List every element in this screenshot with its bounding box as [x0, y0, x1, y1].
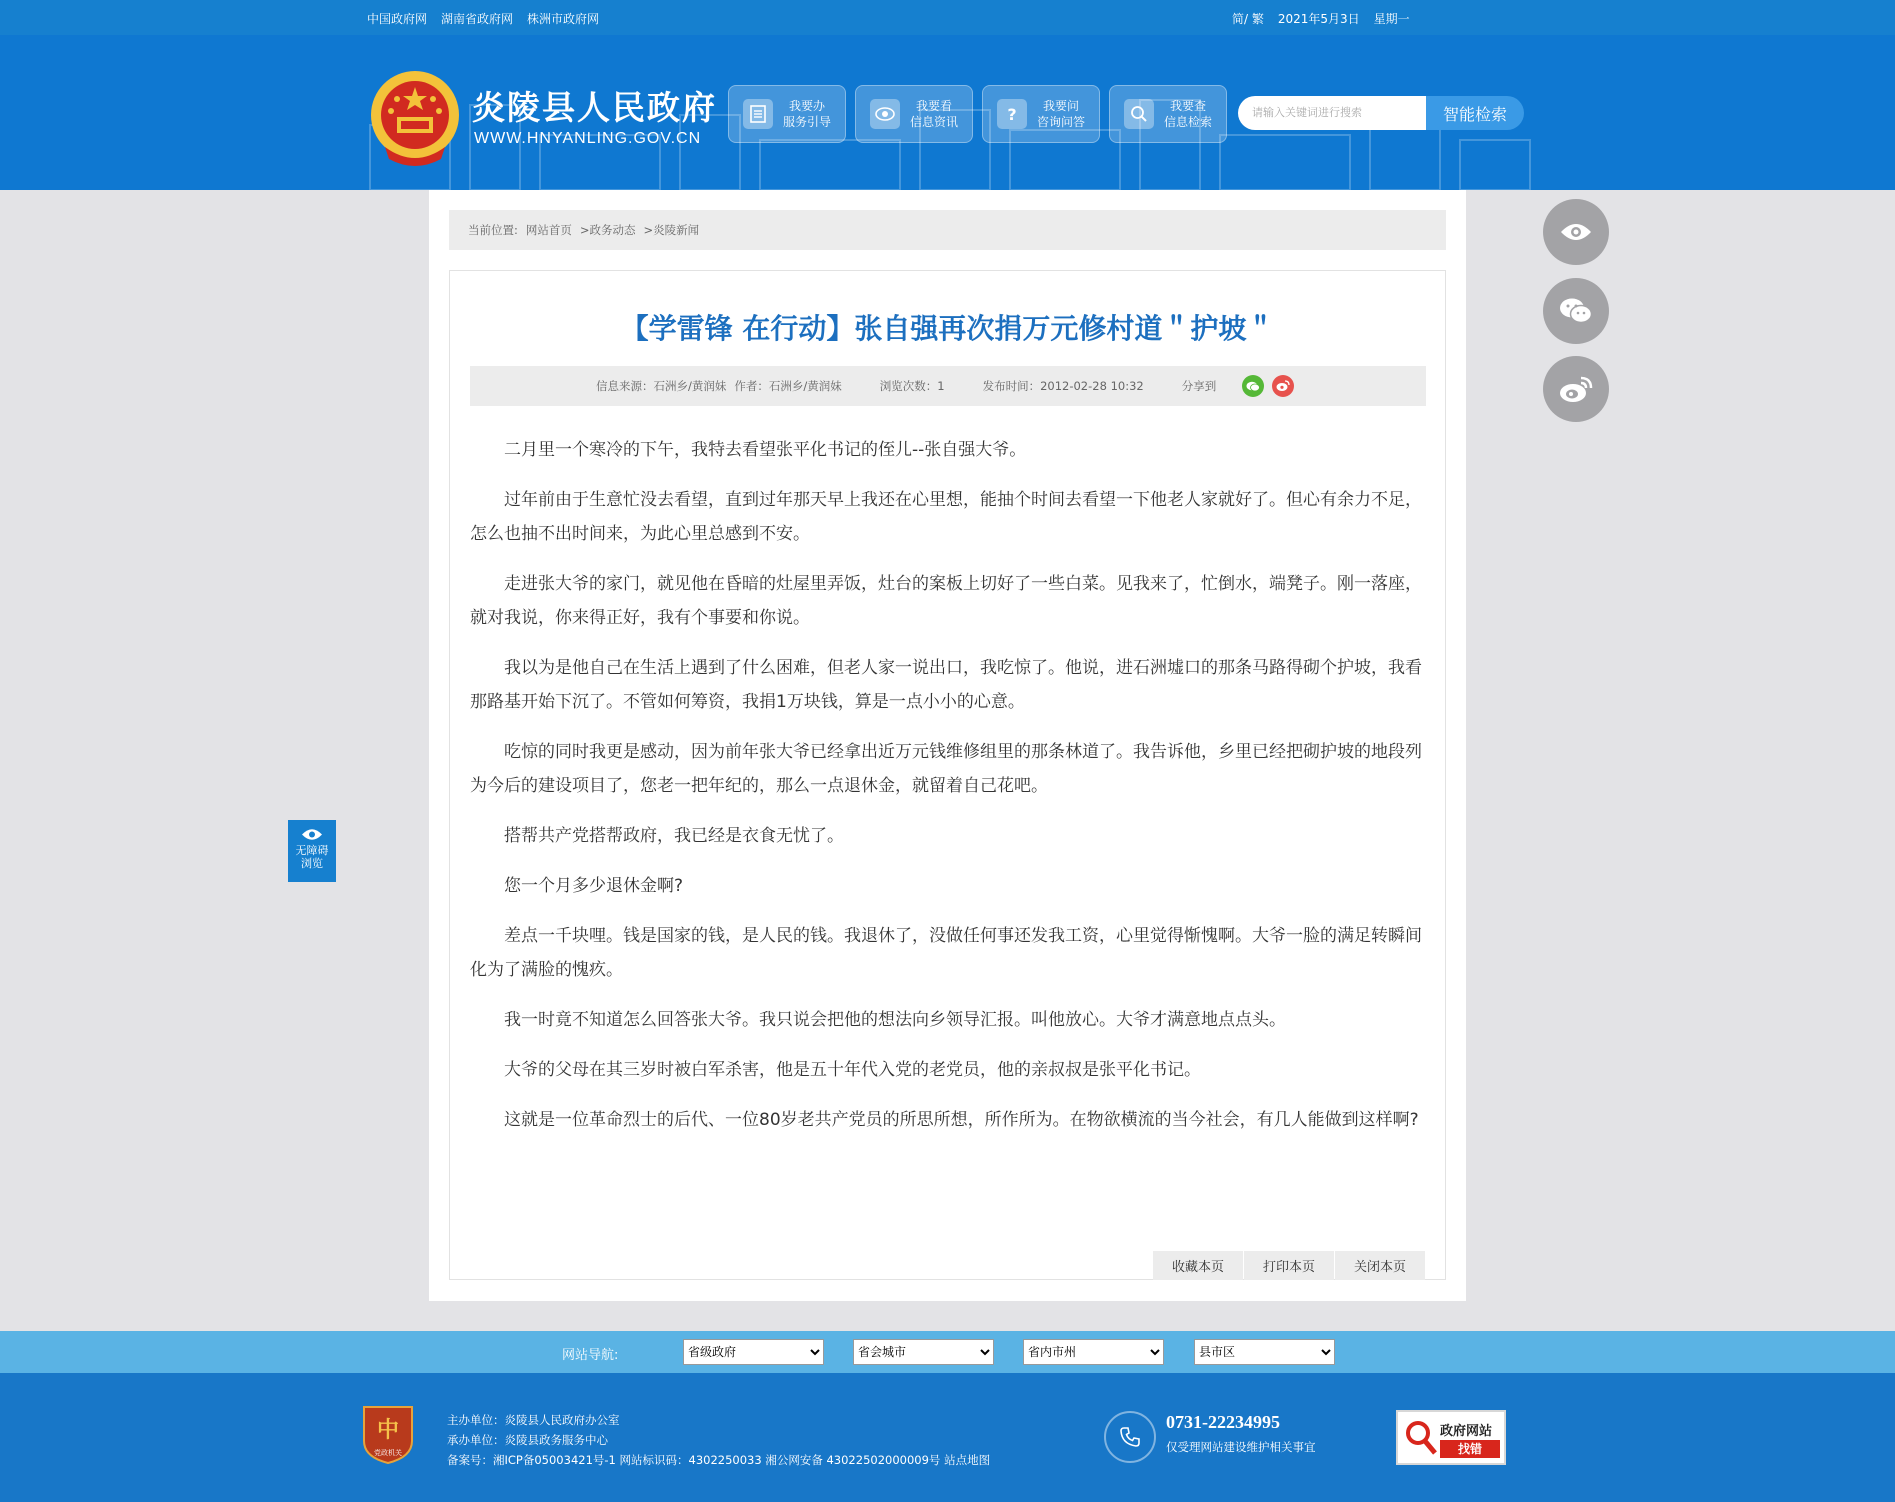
service-search-line2: 信息检索 — [1164, 115, 1213, 129]
article-paragraph: 搭帮共产党搭帮政府，我已经是衣食无忧了。 — [504, 826, 844, 846]
footer-phone-note: 仅受理网站建设维护相关事宜 — [1166, 1440, 1316, 1454]
footer-nav-label: 网站导航: — [562, 1348, 619, 1363]
eye-icon — [1560, 222, 1592, 242]
print-page-button[interactable]: 打印本页 — [1244, 1251, 1334, 1280]
footer-info — [447, 1410, 990, 1470]
link-zhuzhou-gov[interactable]: 株洲市政府网 — [527, 12, 600, 26]
date-text: 2021年5月3日 — [1277, 12, 1360, 26]
share-weibo-icon[interactable] — [1272, 375, 1294, 397]
service-search-line1: 我要查 — [1170, 99, 1207, 113]
select-provincial-gov[interactable] — [683, 1339, 824, 1365]
article-actions — [1152, 1251, 1425, 1280]
content-panel — [429, 190, 1466, 1301]
site-url: WWW.HNYANLING.GOV.CN — [474, 130, 702, 147]
accessibility-button[interactable] — [288, 820, 336, 882]
close-page-button[interactable]: 关闭本页 — [1335, 1251, 1425, 1280]
service-view-line1: 我要看 — [916, 99, 953, 113]
service-do-button[interactable] — [728, 85, 846, 143]
document-icon — [743, 99, 773, 129]
article-paragraph: 这就是一位革命烈士的后代、一位80岁老共产党员的所思所想，所作所为。在物欲横流的当今社会，有几人能做到这样啊? — [504, 1110, 1419, 1130]
breadcrumb — [449, 210, 1446, 250]
service-view-line2: 信息资讯 — [910, 115, 959, 129]
gov-error-line2: 找错 — [1440, 1440, 1500, 1458]
weibo-icon — [1559, 375, 1593, 403]
gov-error-line1: 政府网站 — [1440, 1424, 1493, 1439]
article-meta — [470, 366, 1426, 406]
breadcrumb-news-policy[interactable]: >政务动态 — [579, 223, 636, 237]
article-paragraph: 大爷的父母在其三岁时被白军杀害，他是五十年代入党的老党员，他的亲叔叔是张平化书记。 — [504, 1060, 1201, 1080]
accessibility-line1: 无障碍 — [295, 844, 329, 857]
bookmark-page-button[interactable]: 收藏本页 — [1153, 1251, 1243, 1280]
share-label: 分享到 — [1181, 379, 1217, 393]
footer-sponsor: 主办单位：炎陵县人民政府办公室 — [447, 1413, 620, 1427]
breadcrumb-home[interactable]: 网站首页 — [525, 223, 572, 237]
top-bar — [0, 0, 1895, 35]
footer-phone: 0731-22234995 — [1166, 1412, 1280, 1432]
meta-source: 信息来源：石洲乡/黄润妹 — [596, 379, 727, 393]
question-icon: ? — [997, 99, 1027, 129]
eye-icon — [870, 99, 900, 129]
select-counties[interactable] — [1194, 1339, 1335, 1365]
article-paragraph: 二月里一个寒冷的下午，我特去看望张平化书记的侄儿--张自强大爷。 — [504, 440, 1027, 460]
meta-author: 作者：石洲乡/黄润妹 — [734, 379, 842, 393]
party-gov-badge-icon[interactable] — [360, 1403, 416, 1465]
article — [449, 270, 1446, 1280]
article-paragraph: 我一时竟不知道怎么回答张大爷。我只说会把他的想法向乡领导汇报。叫他放心。大爷才满意地点点头。 — [504, 1010, 1286, 1030]
article-paragraph: 过年前由于生意忙没去看望，直到过年那天早上我还在心里想，能抽个时间去看望一下他老人家就好了。但心有余力不足，怎么也抽不出时间来，为此心里总感到不安。 — [470, 490, 1422, 544]
header — [0, 35, 1895, 190]
svg-text:中: 中 — [376, 1417, 400, 1443]
meta-views: 浏览次数：1 — [879, 379, 945, 393]
share-wechat-icon[interactable] — [1242, 375, 1264, 397]
select-capital-cities[interactable] — [853, 1339, 994, 1365]
footer — [0, 1373, 1895, 1502]
accessibility-line2: 浏览 — [301, 857, 323, 870]
article-title: 【学雷锋 在行动】张自强再次捐万元修村道＂护坡＂ — [620, 312, 1275, 345]
article-paragraph: 我以为是他自己在生活上遇到了什么困难，但老人家一说出口，我吃惊了。他说，进石洲墟口的那条马路得砌个护坡，我看那路基开始下沉了。不管如何筹资，我捐1万块钱，算是一点小小的心意。 — [470, 658, 1422, 712]
article-paragraph: 吃惊的同时我更是感动，因为前年张大爷已经拿出近万元钱维修组里的那条林道了。我告诉他，乡里已经把砌护坡的地段列为今后的建设项目了，您老一把年纪的，那么一点退休金，就留着自己花吧。 — [470, 742, 1422, 796]
breadcrumb-yanling-news[interactable]: >炎陵新闻 — [643, 223, 700, 237]
float-eye-button[interactable] — [1543, 199, 1609, 265]
gov-site-error-report-button[interactable] — [1396, 1410, 1506, 1465]
site-title[interactable]: 炎陵县人民政府 — [472, 88, 717, 127]
footer-operator: 承办单位：炎陵县政务服务中心 — [447, 1433, 608, 1447]
service-do-line1: 我要办 — [789, 99, 826, 113]
lang-switch[interactable]: 简/ 繁 — [1232, 12, 1264, 26]
phone-icon — [1104, 1411, 1156, 1463]
service-view-button[interactable] — [855, 85, 973, 143]
service-search-button[interactable] — [1109, 85, 1227, 143]
search-icon — [1124, 99, 1154, 129]
float-wechat-button[interactable] — [1543, 278, 1609, 344]
footer-nav — [0, 1331, 1895, 1373]
service-ask-line2: 咨询问答 — [1037, 115, 1086, 129]
top-right — [1232, 10, 1410, 27]
select-province-cities[interactable] — [1023, 1339, 1164, 1365]
breadcrumb-label: 当前位置: — [468, 223, 518, 237]
wechat-icon — [1559, 297, 1593, 325]
article-body — [470, 433, 1426, 1153]
article-paragraph: 走进张大爷的家门，就见他在昏暗的灶屋里弄饭，灶台的案板上切好了一些白菜。见我来了，忙倒水，端凳子。刚一落座，就对我说，你来得正好，我有个事要和你说。 — [470, 574, 1422, 628]
service-ask-button[interactable] — [982, 85, 1100, 143]
eye-icon — [301, 828, 323, 841]
service-do-line2: 服务引导 — [783, 115, 832, 129]
article-paragraph: 差点一千块哩。钱是国家的钱，是人民的钱。我退休了，没做任何事还发我工资，心里觉得惭愧啊。大爷一脸的满足转瞬间化为了满脸的愧疚。 — [470, 926, 1422, 980]
national-emblem-icon — [367, 69, 463, 169]
search-button[interactable]: 智能检索 — [1426, 96, 1524, 130]
badge-text: 党政机关 — [374, 1449, 402, 1457]
search-input[interactable] — [1238, 96, 1426, 130]
meta-published: 发布时间：2012-02-28 10:32 — [982, 379, 1144, 393]
magnifier-icon — [1404, 1419, 1438, 1457]
link-china-gov[interactable]: 中国政府网 — [367, 12, 428, 26]
top-links — [367, 10, 599, 27]
footer-record[interactable]: 备案号：湘ICP备05003421号-1 网站标识码：4302250033 湘公网安备 43022502000009号 站点地图 — [447, 1453, 991, 1467]
weekday-text: 星期一 — [1373, 12, 1410, 26]
float-weibo-button[interactable] — [1543, 356, 1609, 422]
service-ask-line1: 我要问 — [1043, 99, 1080, 113]
link-hunan-gov[interactable]: 湖南省政府网 — [441, 12, 514, 26]
article-paragraph: 您一个月多少退休金啊? — [504, 876, 684, 896]
